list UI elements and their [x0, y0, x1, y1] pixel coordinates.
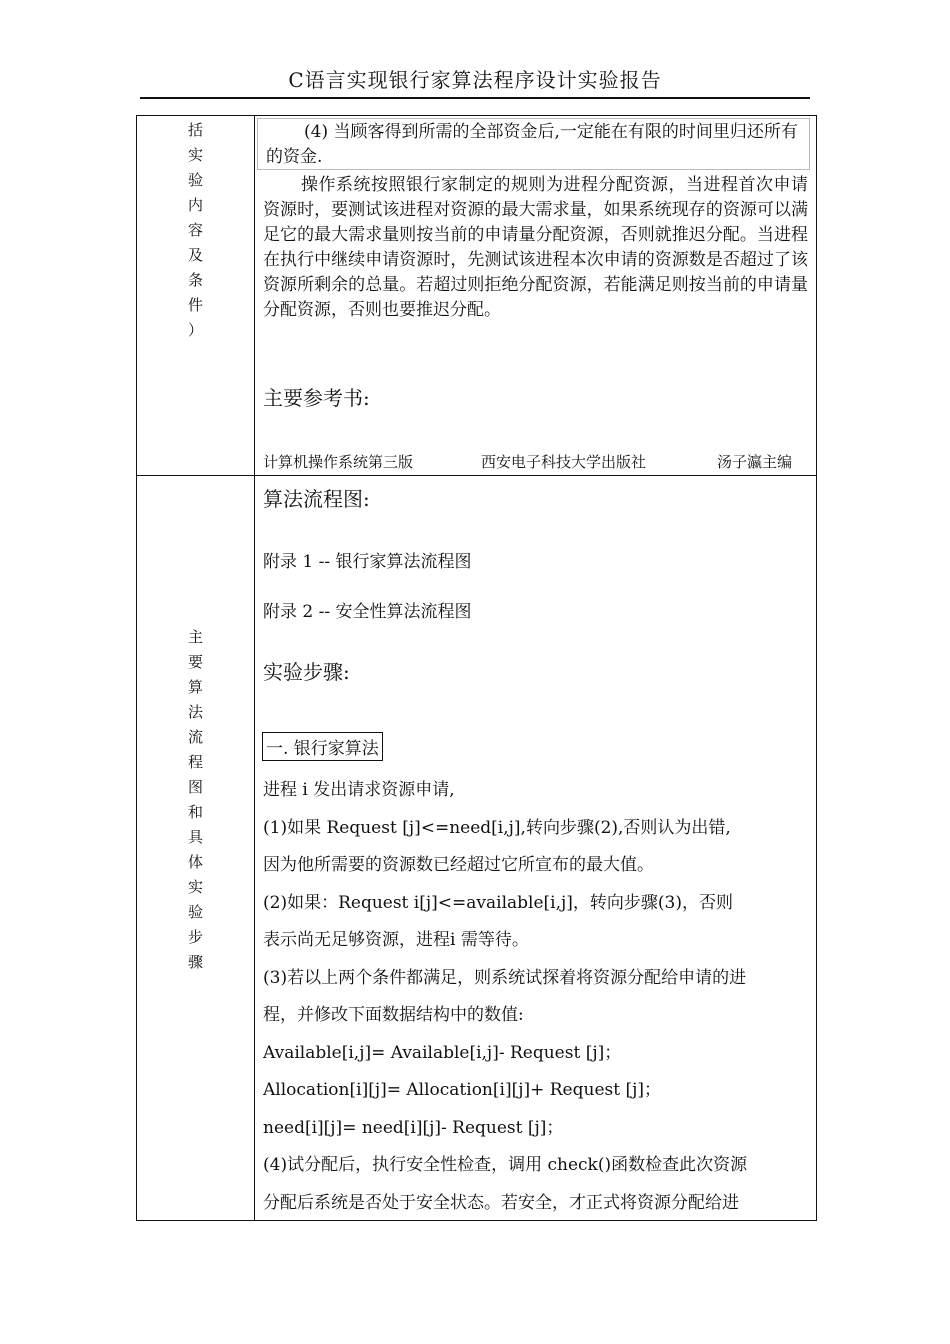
- step-line: (3)若以上两个条件都满足，则系统试探着将资源分配给申请的进: [263, 967, 747, 988]
- flowchart-heading: 算法流程图:: [263, 487, 370, 511]
- row2-side-label: 主 要 算 法 流 程 图 和 具 体 实 验 步 骤: [187, 628, 203, 971]
- row1-side-label: 括 实 验 内 容 及 条 件 ）: [187, 121, 203, 339]
- reference-line: [263, 451, 808, 472]
- reference-book: 计算机操作系统第三版: [263, 453, 414, 471]
- step-line: (1)如果 Request [j]<=need[i,j],转向步骤(2),否则认为出错,: [263, 817, 731, 838]
- reference-publisher: 西安电子科技大学出版社: [481, 453, 647, 471]
- appendix-2: 附录 2 -- 安全性算法流程图: [263, 602, 472, 622]
- appendix-1: 附录 1 -- 银行家算法流程图: [263, 552, 472, 572]
- step-line: Allocation[i][j]= Allocation[i][j]+ Request [j]；: [263, 1080, 662, 1100]
- step-line: 程，并修改下面数据结构中的数值:: [263, 1005, 524, 1025]
- header-rule: [140, 97, 810, 99]
- steps-list: [263, 772, 808, 1222]
- section-label-bankers-algorithm: 一. 银行家算法: [262, 732, 383, 761]
- boxed-paragraph: (4) 当顾客得到所需的全部资金后,一定能在有限的时间里归还所有的资金.: [257, 118, 810, 170]
- row-divider: [137, 475, 816, 476]
- step-line: 进程 i 发出请求资源申请,: [263, 780, 455, 800]
- rules-paragraph: 操作系统按照银行家制定的规则为进程分配资源，当进程首次申请资源时，要测试该进程对资源的最大需求量，如果系统现存的资源可以满足它的最大需求量则按当前的申请量分配资源，否则就推迟分配。当进程在执行中继续申请资源时，先测试该进程本次申请的资源数是否超过了该资源所剩余的总量。若超过则拒绝分配资源，若能满足则按当前的申请量分配资源，否则也要推迟分配。: [263, 175, 808, 320]
- reference-author: 汤子瀛主编: [717, 453, 793, 471]
- step-line: 因为他所需要的资源数已经超过它所宣布的最大值。: [263, 855, 654, 875]
- step-line: 分配后系统是否处于安全状态。若安全，才正式将资源分配给进: [263, 1192, 739, 1213]
- steps-heading: 实验步骤:: [263, 660, 350, 684]
- step-line: need[i][j]= need[i][j]- Request [j]；: [263, 1117, 564, 1138]
- column-divider: [254, 116, 255, 1220]
- page-header-title: C语言实现银行家算法程序设计实验报告: [288, 68, 662, 92]
- report-table: [136, 115, 817, 1221]
- step-line: (4)试分配后，执行安全性检查，调用 check()函数检查此次资源: [263, 1155, 748, 1175]
- step-line: (2)如果：Request i[j]<=available[i,j]，转向步骤(3)，否则: [263, 892, 733, 913]
- step-line: Available[i,j]= Available[i,j]- Request [j]；: [263, 1042, 622, 1063]
- reference-heading: 主要参考书:: [263, 386, 370, 410]
- step-line: 表示尚无足够资源，进程i 需等待。: [263, 930, 529, 950]
